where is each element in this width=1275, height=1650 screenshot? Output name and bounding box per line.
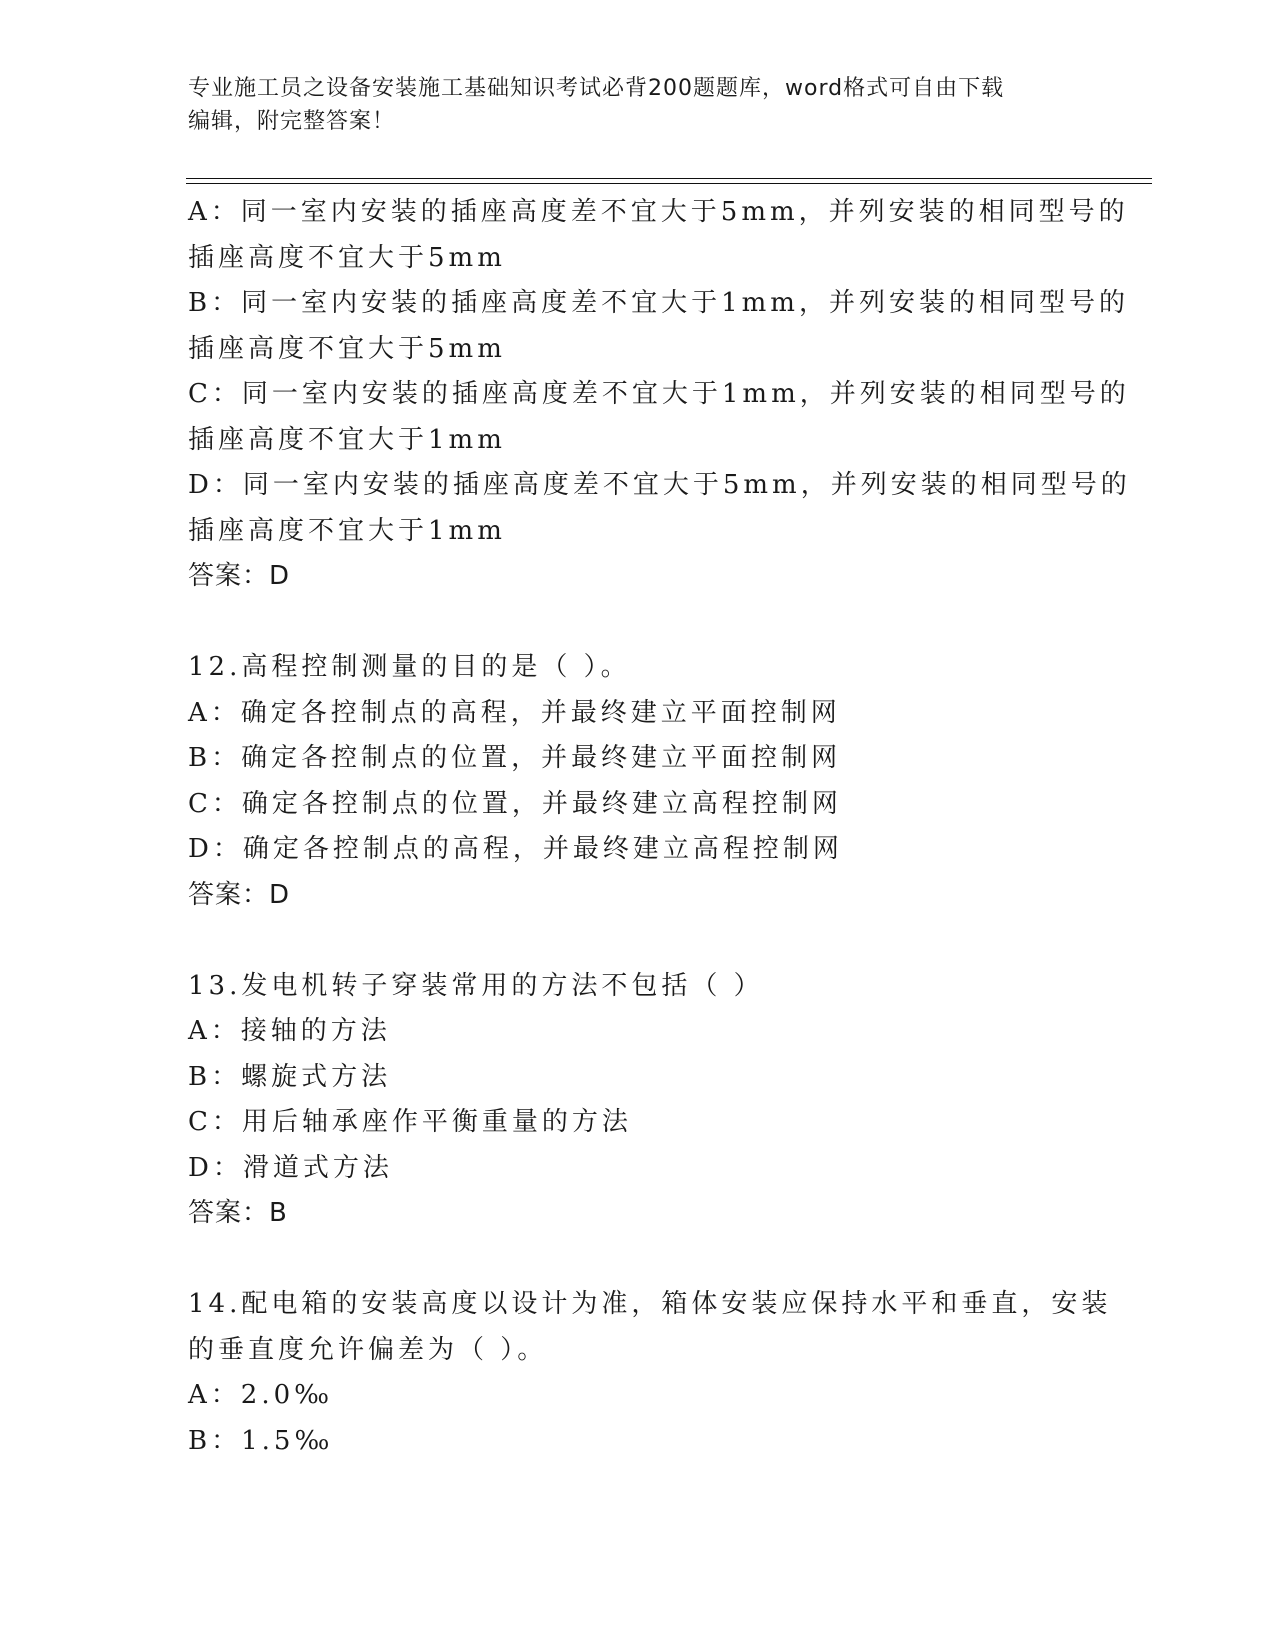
document-body xyxy=(188,190,1131,1464)
q13-question: 13.发电机转子穿装常用的方法不包括（ ） xyxy=(188,970,764,1001)
header-divider-top xyxy=(186,178,1152,179)
q11-option-a-line-1: A：同一室内安装的插座高度差不宜大于5mm，并列安装的相同型号的 xyxy=(188,197,1129,227)
header-divider-bottom xyxy=(186,183,1152,184)
q13-option-b: B：螺旋式方法 xyxy=(188,1061,392,1092)
spacer xyxy=(188,918,1088,964)
q14-option-b: B：1.5‰ xyxy=(188,1425,334,1456)
q12-answer: 答案：D xyxy=(188,879,291,910)
q12-question: 12.高程控制测量的目的是（ ）。 xyxy=(188,652,631,682)
question-14-block xyxy=(188,1282,1112,1464)
question-12-block xyxy=(188,645,1088,918)
q12-option-b: B：确定各控制点的位置，并最终建立平面控制网 xyxy=(188,743,842,773)
question-11-block xyxy=(188,190,1131,600)
q12-option-d: D：确定各控制点的高程，并最终建立高程控制网 xyxy=(188,834,843,864)
q11-option-d-line-2: 插座高度不宜大于1mm xyxy=(188,515,506,546)
q11-option-b-line-2: 插座高度不宜大于5mm xyxy=(188,333,506,364)
spacer xyxy=(188,1237,1088,1283)
document-header xyxy=(188,72,1068,138)
q13-option-a: A：接轴的方法 xyxy=(188,1016,391,1046)
q13-answer: 答案：B xyxy=(188,1198,288,1228)
spacer xyxy=(188,600,1088,646)
q13-option-d: D：滑道式方法 xyxy=(188,1152,393,1183)
q14-question-line-1: 14.配电箱的安装高度以设计为准，箱体安装应保持水平和垂直，安装 xyxy=(188,1289,1112,1319)
q11-option-a-line-2: 插座高度不宜大于5mm xyxy=(188,242,506,273)
header-title-line-1: 专业施工员之设备安装施工基础知识考试必背200题题库，word格式可自由下载 xyxy=(188,76,1005,101)
q11-option-b-line-1: B：同一室内安装的插座高度差不宜大于1mm，并列安装的相同型号的 xyxy=(188,288,1129,318)
q14-question-line-2: 的垂直度允许偏差为（ ）。 xyxy=(188,1334,548,1365)
header-title-line-2: 编辑，附完整答案！ xyxy=(188,109,396,134)
q11-answer: 答案：D xyxy=(188,561,291,591)
q12-option-c: C：确定各控制点的位置，并最终建立高程控制网 xyxy=(188,788,842,819)
q14-option-a: A：2.0‰ xyxy=(188,1380,334,1410)
q11-option-c-line-2: 插座高度不宜大于1mm xyxy=(188,424,506,455)
q13-option-c: C：用后轴承座作平衡重量的方法 xyxy=(188,1107,632,1137)
q11-option-c-line-1: C：同一室内安装的插座高度差不宜大于1mm，并列安装的相同型号的 xyxy=(188,379,1130,409)
question-13-block xyxy=(188,964,1088,1237)
q11-option-d-line-1: D：同一室内安装的插座高度差不宜大于5mm，并列安装的相同型号的 xyxy=(188,470,1131,500)
q12-option-a: A：确定各控制点的高程，并最终建立平面控制网 xyxy=(188,697,841,728)
